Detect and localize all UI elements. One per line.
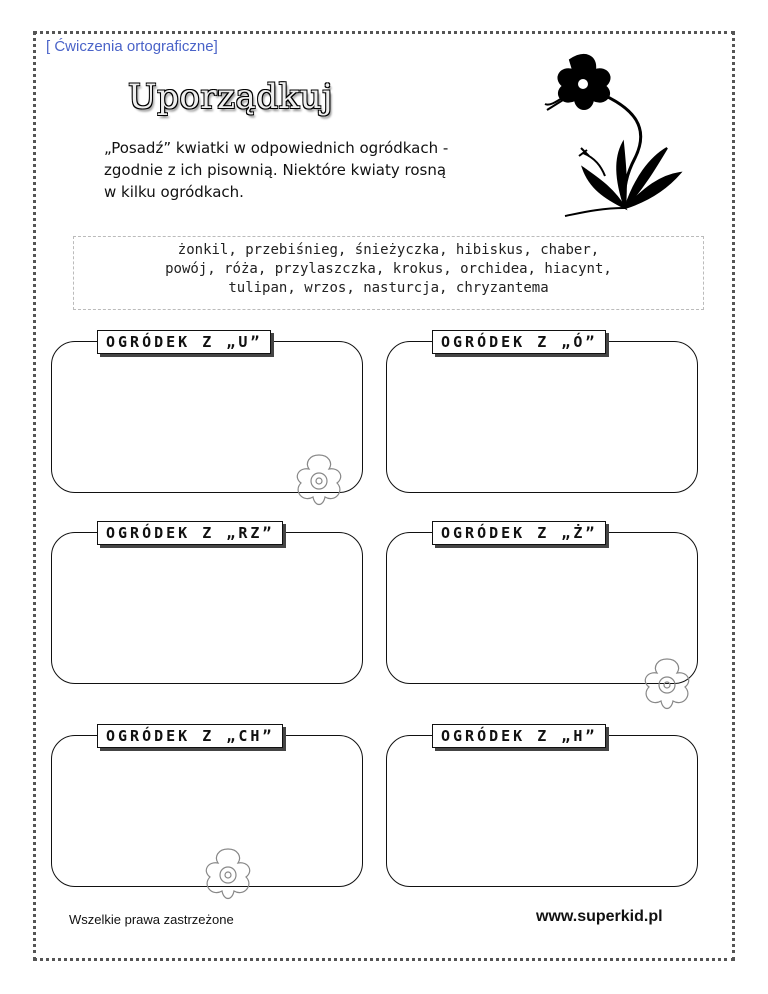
instruction-line: w kilku ogródkach. [104, 183, 244, 201]
website-link[interactable]: www.superkid.pl [536, 908, 663, 925]
garden-box-o-kreska[interactable] [386, 333, 698, 493]
rose-outline-icon [291, 451, 347, 507]
garden-label: OGRÓDEK Z „RZ” [97, 521, 283, 545]
garden-label: OGRÓDEK Z „U” [97, 330, 271, 354]
word-line: powój, róża, przylaszczka, krokus, orchidea, hiacynt, [165, 261, 612, 277]
rose-outline-icon [639, 655, 695, 711]
instruction-line: zgodnie z ich pisownią. Niektóre kwiaty rosną [104, 161, 447, 179]
page-title: Uporządkuj [128, 77, 334, 117]
category-label: [ Ćwiczenia ortograficzne] [46, 38, 218, 55]
word-line: żonkil, przebiśnieg, śnieżyczka, hibiskus, chaber, [177, 242, 600, 258]
flower-illustration-icon [535, 48, 685, 218]
rose-outline-icon [200, 845, 256, 901]
instructions [104, 137, 504, 203]
word-line: tulipan, wrzos, nasturcja, chryzantema [228, 280, 549, 296]
garden-label: OGRÓDEK Z „Ż” [432, 521, 606, 545]
word-bank [73, 236, 704, 310]
garden-box-rz[interactable] [51, 524, 363, 684]
garden-box-h[interactable] [386, 727, 698, 887]
copyright-text: Wszelkie prawa zastrzeżone [69, 912, 234, 927]
garden-label: OGRÓDEK Z „H” [432, 724, 606, 748]
instruction-line: „Posadź” kwiatki w odpowiednich ogródkach - [104, 139, 449, 157]
garden-label: OGRÓDEK Z „CH” [97, 724, 283, 748]
garden-label: OGRÓDEK Z „Ó” [432, 330, 606, 354]
